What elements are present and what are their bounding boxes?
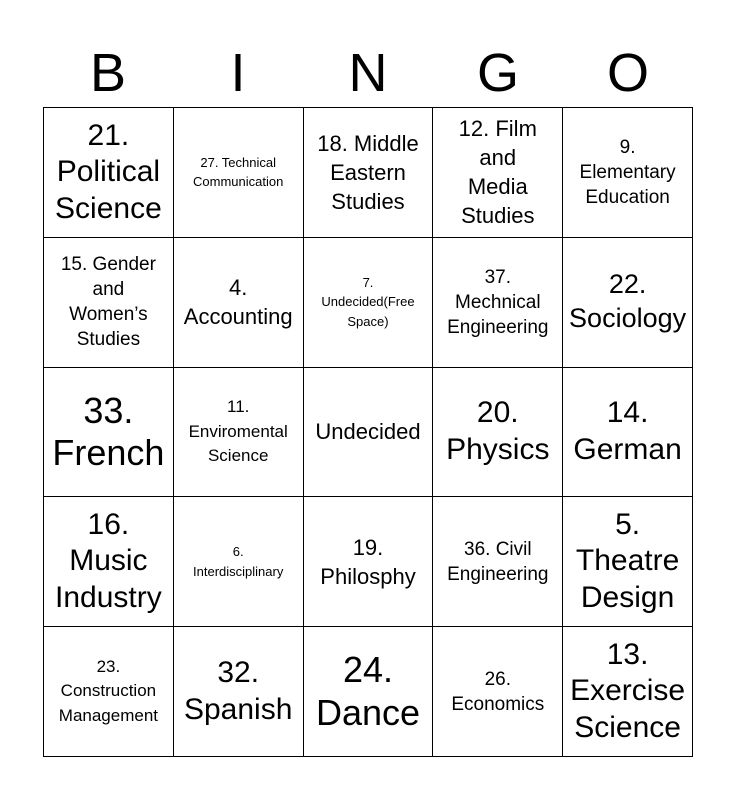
bingo-cell-g-2[interactable] bbox=[433, 238, 563, 368]
bingo-cell-label: 15. Gender and Women’s Studies bbox=[60, 254, 156, 351]
bingo-cell-b-2[interactable] bbox=[44, 238, 174, 368]
bingo-cell-o-2[interactable] bbox=[563, 238, 693, 368]
header-letter-b: B bbox=[89, 43, 127, 103]
bingo-cell-label: 4. Accounting bbox=[183, 275, 293, 330]
bingo-cell-o-3[interactable] bbox=[563, 368, 693, 498]
bingo-cell-label: 24. Dance bbox=[315, 649, 421, 733]
bingo-cell-b-3[interactable] bbox=[44, 368, 174, 498]
bingo-cell-b-1[interactable] bbox=[44, 108, 174, 238]
header-letter-g: G bbox=[476, 43, 519, 103]
bingo-cell-i-5[interactable] bbox=[174, 627, 304, 757]
bingo-cell-n-5[interactable] bbox=[304, 627, 434, 757]
bingo-cell-label: 32. Spanish bbox=[183, 656, 293, 726]
bingo-cell-label: 11. Enviromental Science bbox=[188, 397, 288, 466]
bingo-cell-n-4[interactable] bbox=[304, 497, 434, 627]
bingo-cell-label: 22. Sociology bbox=[569, 269, 687, 334]
bingo-cell-label: 16. Music Industry bbox=[55, 507, 162, 615]
bingo-cell-label: 26. Economics bbox=[451, 668, 545, 715]
bingo-cell-label: Undecided bbox=[315, 419, 421, 445]
bingo-cell-label: 12. Film and Media Studies bbox=[458, 116, 537, 229]
bingo-cell-n-2[interactable] bbox=[304, 238, 434, 368]
bingo-cell-g-5[interactable] bbox=[433, 627, 563, 757]
bingo-cell-label: 7. Undecided(Free Space) bbox=[321, 274, 415, 329]
bingo-header bbox=[43, 42, 693, 104]
bingo-cell-n-1[interactable] bbox=[304, 108, 434, 238]
bingo-cell-g-1[interactable] bbox=[433, 108, 563, 238]
bingo-cell-i-3[interactable] bbox=[174, 368, 304, 498]
bingo-cell-b-4[interactable] bbox=[44, 497, 174, 627]
bingo-cell-label: 5. Theatre Design bbox=[575, 507, 680, 615]
bingo-cell-i-4[interactable] bbox=[174, 497, 304, 627]
bingo-cell-label: 27. Technical Communication bbox=[193, 154, 284, 190]
bingo-cell-o-5[interactable] bbox=[563, 627, 693, 757]
bingo-cell-label: 36. Civil Engineering bbox=[447, 538, 549, 585]
header-letter-o: O bbox=[606, 43, 649, 103]
bingo-cell-label: 13. Exercise Science bbox=[570, 637, 686, 744]
bingo-cell-o-4[interactable] bbox=[563, 497, 693, 627]
bingo-cell-label: 18. Middle Eastern Studies bbox=[317, 130, 419, 214]
bingo-cell-g-3[interactable] bbox=[433, 368, 563, 498]
bingo-cell-g-4[interactable] bbox=[433, 497, 563, 627]
bingo-grid bbox=[43, 107, 693, 757]
bingo-cell-n-3[interactable] bbox=[304, 368, 434, 498]
bingo-cell-label: 33. French bbox=[52, 389, 165, 473]
bingo-cell-label: 14. German bbox=[573, 396, 682, 466]
header-letter-i: I bbox=[230, 43, 246, 103]
bingo-cell-b-5[interactable] bbox=[44, 627, 174, 757]
bingo-cell-label: 6. Interdisciplinary bbox=[193, 544, 284, 579]
bingo-cell-label: 19. Philosphy bbox=[320, 534, 416, 589]
bingo-cell-label: 9. Elementary Education bbox=[579, 136, 676, 208]
bingo-cell-o-1[interactable] bbox=[563, 108, 693, 238]
bingo-cell-label: 21. Political Science bbox=[55, 118, 162, 225]
bingo-cell-label: 20. Physics bbox=[446, 396, 550, 466]
bingo-cell-i-1[interactable] bbox=[174, 108, 304, 238]
bingo-cell-label: 37. Mechnical Engineering bbox=[447, 266, 549, 338]
bingo-cell-i-2[interactable] bbox=[174, 238, 304, 368]
header-letter-n: N bbox=[348, 43, 388, 103]
bingo-cell-label: 23. Construction Management bbox=[58, 656, 159, 725]
